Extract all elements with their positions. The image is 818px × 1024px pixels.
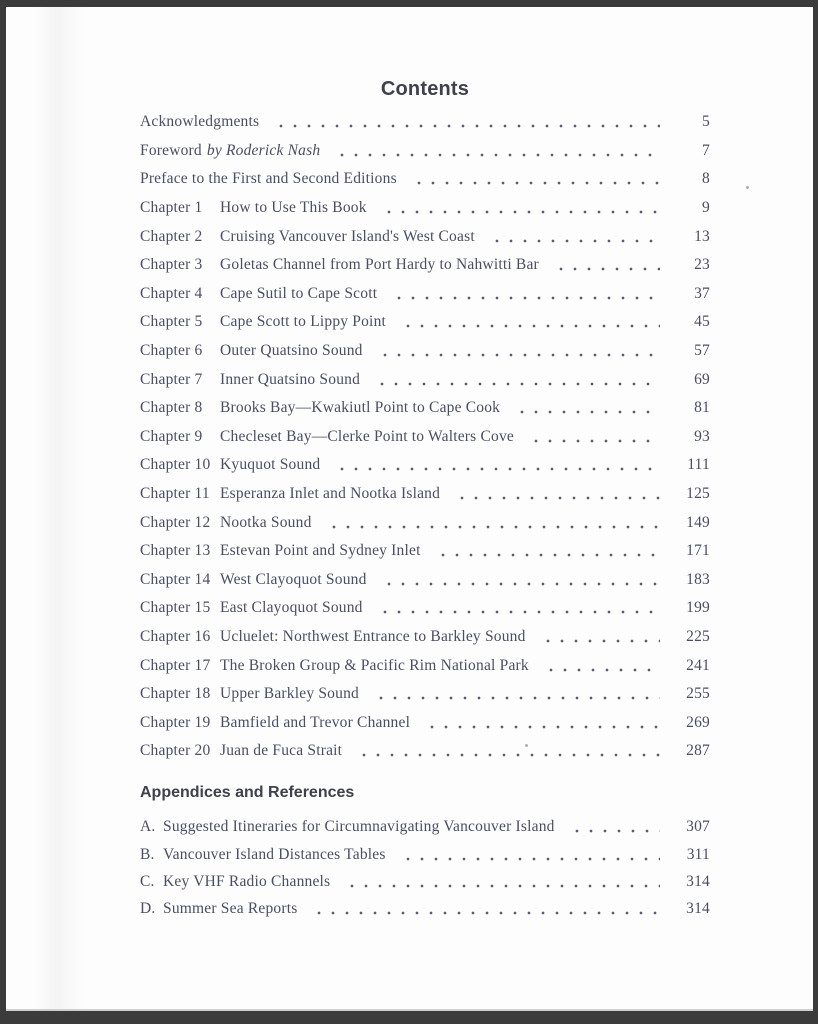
row-title: Foreword	[140, 141, 202, 159]
toc-row	[140, 508, 710, 537]
leader-dots	[380, 194, 660, 223]
leader-dots	[513, 394, 660, 423]
toc-row	[140, 737, 710, 766]
row-page: 8	[702, 170, 710, 188]
leader-dots	[372, 680, 660, 709]
row-page: 269	[686, 713, 710, 731]
row-title: Suggested Itineraries for Circumnavigating Vancouver Island	[163, 818, 555, 836]
leader-dots	[373, 365, 660, 394]
toc-row	[140, 194, 710, 223]
leader-dots	[399, 841, 660, 868]
row-page: 287	[686, 742, 710, 760]
leader-dots	[410, 165, 660, 194]
row-label: C.	[140, 872, 155, 890]
toc-row	[140, 108, 710, 137]
row-page: 314	[686, 872, 710, 890]
row-page: 7	[702, 141, 710, 159]
toc-row	[140, 896, 710, 923]
row-label: Chapter 19	[140, 713, 211, 731]
row-title: West Clayoquot Sound	[220, 570, 367, 588]
toc-row	[140, 423, 710, 452]
row-title: Estevan Point and Sydney Inlet	[220, 542, 421, 560]
leader-dots	[527, 423, 660, 452]
toc-row	[140, 868, 710, 895]
toc-row	[140, 708, 710, 737]
row-title: Checleset Bay—Clerke Point to Walters Cove	[220, 427, 514, 445]
book-page	[6, 7, 813, 1011]
row-page: 125	[686, 485, 710, 503]
leader-dots	[423, 708, 660, 737]
toc-row	[140, 251, 710, 280]
row-page: 9	[702, 199, 710, 217]
row-label: B.	[140, 845, 155, 863]
leader-dots	[343, 868, 660, 895]
row-label: Chapter 12	[140, 513, 211, 531]
row-label: Chapter 13	[140, 542, 211, 560]
row-title: Cape Sutil to Cape Scott	[220, 284, 378, 302]
row-title: Esperanza Inlet and Nootka Island	[220, 485, 441, 503]
row-title: Upper Barkley Sound	[220, 685, 359, 703]
leader-dots	[568, 814, 660, 841]
row-page: 311	[686, 845, 710, 863]
leader-dots	[539, 623, 660, 652]
leader-dots	[333, 451, 660, 480]
row-title: Brooks Bay—Kwakiutl Point to Cape Cook	[220, 399, 501, 417]
row-label: Chapter 4	[140, 284, 203, 302]
row-label: Chapter 2	[140, 227, 203, 245]
leader-dots	[542, 651, 660, 680]
toc-list	[140, 108, 710, 766]
leader-dots	[333, 137, 660, 166]
contents-page	[140, 7, 710, 923]
row-label: Chapter 18	[140, 685, 211, 703]
appendices-heading: Appendices and References	[140, 783, 355, 801]
leader-dots	[390, 280, 660, 309]
toc-row	[140, 814, 710, 841]
toc-row	[140, 537, 710, 566]
leader-dots	[399, 308, 660, 337]
row-label: Chapter 8	[140, 399, 203, 417]
row-title: Juan de Fuca Strait	[220, 742, 343, 760]
row-title: Vancouver Island Distances Tables	[163, 845, 386, 863]
row-title: Goletas Channel from Port Hardy to Nahwitti Bar	[220, 256, 539, 274]
leader-dots	[488, 222, 660, 251]
leader-dots	[272, 108, 660, 137]
page-title: Contents	[380, 78, 470, 100]
row-page: 183	[686, 570, 710, 588]
row-title-italic: by Roderick Nash	[206, 141, 321, 159]
row-page: 255	[686, 685, 710, 703]
leader-dots	[552, 251, 660, 280]
toc-row	[140, 651, 710, 680]
row-title: Acknowledgments	[140, 113, 260, 131]
row-title: Ucluelet: Northwest Entrance to Barkley Sound	[220, 627, 526, 645]
row-label: Chapter 6	[140, 342, 203, 360]
row-page: 45	[694, 313, 710, 331]
toc-row	[140, 280, 710, 309]
toc-row	[140, 394, 710, 423]
row-label: Chapter 10	[140, 456, 211, 474]
row-label: Chapter 16	[140, 627, 211, 645]
row-page: 57	[694, 342, 710, 360]
toc-row	[140, 841, 710, 868]
toc-row	[140, 365, 710, 394]
row-label: Chapter 7	[140, 370, 203, 388]
row-title: Cape Scott to Lippy Point	[220, 313, 387, 331]
leader-dots	[453, 480, 660, 509]
row-title: Bamfield and Trevor Channel	[220, 713, 411, 731]
row-title: How to Use This Book	[220, 199, 367, 217]
row-title: Preface to the First and Second Editions	[140, 170, 397, 188]
toc-row	[140, 680, 710, 709]
toc-row	[140, 480, 710, 509]
row-label: Chapter 9	[140, 427, 203, 445]
row-page: 241	[686, 656, 710, 674]
row-page: 225	[686, 627, 710, 645]
row-label: A.	[140, 818, 156, 836]
row-title: The Broken Group & Pacific Rim National Park	[220, 656, 529, 674]
row-page: 5	[702, 113, 710, 131]
row-page: 314	[686, 900, 710, 918]
toc-row	[140, 337, 710, 366]
toc-row	[140, 137, 710, 166]
toc-row	[140, 451, 710, 480]
toc-row	[140, 594, 710, 623]
row-page: 149	[686, 513, 710, 531]
toc-row	[140, 222, 710, 251]
row-page: 23	[694, 256, 710, 274]
row-title: Summer Sea Reports	[163, 900, 298, 918]
row-label: D.	[140, 900, 156, 918]
row-title: Inner Quatsino Sound	[220, 370, 361, 388]
row-title: Cruising Vancouver Island's West Coast	[220, 227, 475, 245]
row-title: Kyuquot Sound	[220, 456, 321, 474]
appendix-list	[140, 814, 710, 923]
row-label: Chapter 3	[140, 256, 203, 274]
toc-row	[140, 623, 710, 652]
row-page: 93	[694, 427, 710, 445]
row-label: Chapter 11	[140, 485, 210, 503]
row-page: 69	[694, 370, 710, 388]
row-page: 13	[694, 227, 710, 245]
row-page: 111	[687, 456, 710, 474]
row-label: Chapter 17	[140, 656, 211, 674]
toc-row	[140, 165, 710, 194]
row-page: 81	[694, 399, 710, 417]
leader-dots	[380, 566, 660, 595]
row-label: Chapter 20	[140, 742, 211, 760]
row-label: Chapter 5	[140, 313, 203, 331]
leader-dots	[355, 737, 660, 766]
row-page: 37	[694, 284, 710, 302]
leader-dots	[376, 594, 660, 623]
row-page: 199	[686, 599, 710, 617]
toc-row	[140, 308, 710, 337]
row-page: 307	[686, 818, 710, 836]
row-title: Nootka Sound	[220, 513, 312, 531]
row-title: East Clayoquot Sound	[220, 599, 363, 617]
scan-speck	[746, 186, 749, 189]
row-page: 171	[686, 542, 710, 560]
leader-dots	[376, 337, 660, 366]
row-label: Chapter 15	[140, 599, 211, 617]
row-title: Outer Quatsino Sound	[220, 342, 363, 360]
leader-dots	[310, 896, 660, 923]
gutter-shadow	[34, 7, 86, 1009]
row-label: Chapter 1	[140, 199, 203, 217]
toc-row	[140, 566, 710, 595]
leader-dots	[325, 508, 660, 537]
leader-dots	[434, 537, 660, 566]
row-title: Key VHF Radio Channels	[163, 872, 331, 890]
row-label: Chapter 14	[140, 570, 211, 588]
